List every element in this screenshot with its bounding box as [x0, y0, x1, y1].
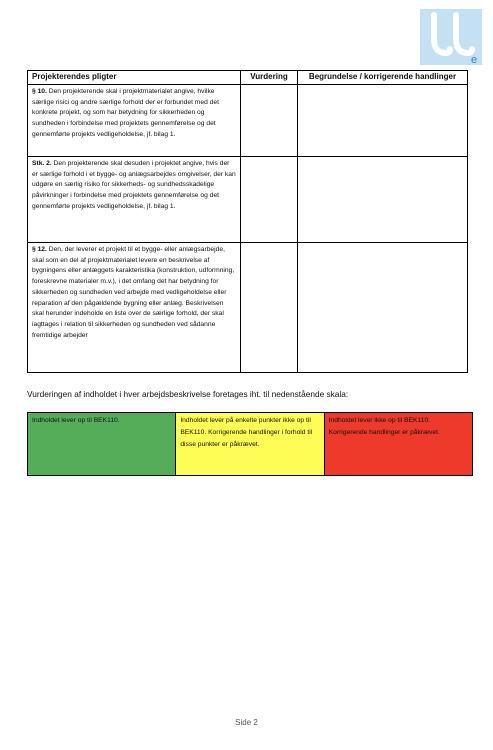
justification-cell[interactable]	[298, 157, 468, 243]
page-number: Side 2	[235, 718, 258, 727]
duty-ref: Stk. 2.	[32, 160, 52, 167]
duty-text: Den, der leverer et projekt til et bygge- eller anlægsarbejde, skal som en del af projektmaterialet levere en beskrivelse af bygningens eller anlæggets karakteristika (konstruktion, udformning, foreskrevne materialer m.v.), i det omfang det har betydning for sikkerheden og sundheden ved arbejde med vedligeholdelse eller reparation af den pågældende bygning eller anlæg. Beskrivelsen skal herunder indeholde en liste over de særlige forhold, der skal iagttages i relation til sikkerheden og sundheden ved sådanne fremtidige arbejder	[32, 246, 235, 339]
duty-text: Den projekterende skal desuden i projektet angive, hvis der er særlige forhold i et bygge- og anlægsarbejdes omgivelser, der kan udgøre en særlig risiko for sikkerheds- og sundhedsskadelige påvirkninger i forbindelse med projektets gennemførelse og det gennemførte projekts vedligeholdelse, jf. bilag 1.	[32, 160, 236, 210]
scale-row	[28, 413, 473, 476]
assessment-cell[interactable]	[241, 243, 298, 373]
logo-letter: e	[471, 54, 478, 65]
scale-cell-green: Indholdet lever op til BEK110.	[28, 413, 176, 476]
assessment-cell[interactable]	[241, 85, 298, 157]
justification-cell[interactable]	[298, 85, 468, 157]
scale-cell-yellow: Indholdet lever på enkelte punkter ikke op til BEK110. Korrigerende handlinger i forhold til disse punkter er påkrævet.	[176, 413, 324, 476]
table-row	[28, 243, 468, 373]
header-justification: Begrundelse / korrigerende handlinger	[298, 71, 468, 85]
duty-cell	[28, 157, 241, 243]
justification-cell[interactable]	[298, 243, 468, 373]
table-row	[28, 157, 468, 243]
scale-cell-red: Indholdet lever ikke op til BEK110. Korrigerende handlinger er påkrævet.	[324, 413, 472, 476]
rating-scale-table	[27, 412, 473, 476]
table-row	[28, 85, 468, 157]
duty-cell	[28, 243, 241, 373]
duty-ref: § 10.	[32, 88, 47, 95]
header-assessment: Vurdering	[241, 71, 298, 85]
duty-text: Den projekterende skal i projektmaterialet angive, hvilke særlige risici og andre særlige forhold der er forbundet med det konkrete projekt, og som har betydning for sikkerheden og sundheden i forbindelse med projektets gennemførelse og det gennemførte projekts vedligeholdelse, jf. bilag 1.	[32, 88, 219, 138]
header-duties: Projekterendes pligter	[28, 71, 241, 85]
company-logo	[420, 9, 482, 65]
duty-cell	[28, 85, 241, 157]
duty-ref: § 12.	[32, 246, 47, 253]
scale-intro-text: Vurderingen af indholdet i hver arbejdsbeskrivelse foretages iht. til nedenstående skala:	[27, 389, 349, 399]
table-header-row	[28, 71, 468, 85]
duties-table	[27, 70, 468, 373]
assessment-cell[interactable]	[241, 157, 298, 243]
